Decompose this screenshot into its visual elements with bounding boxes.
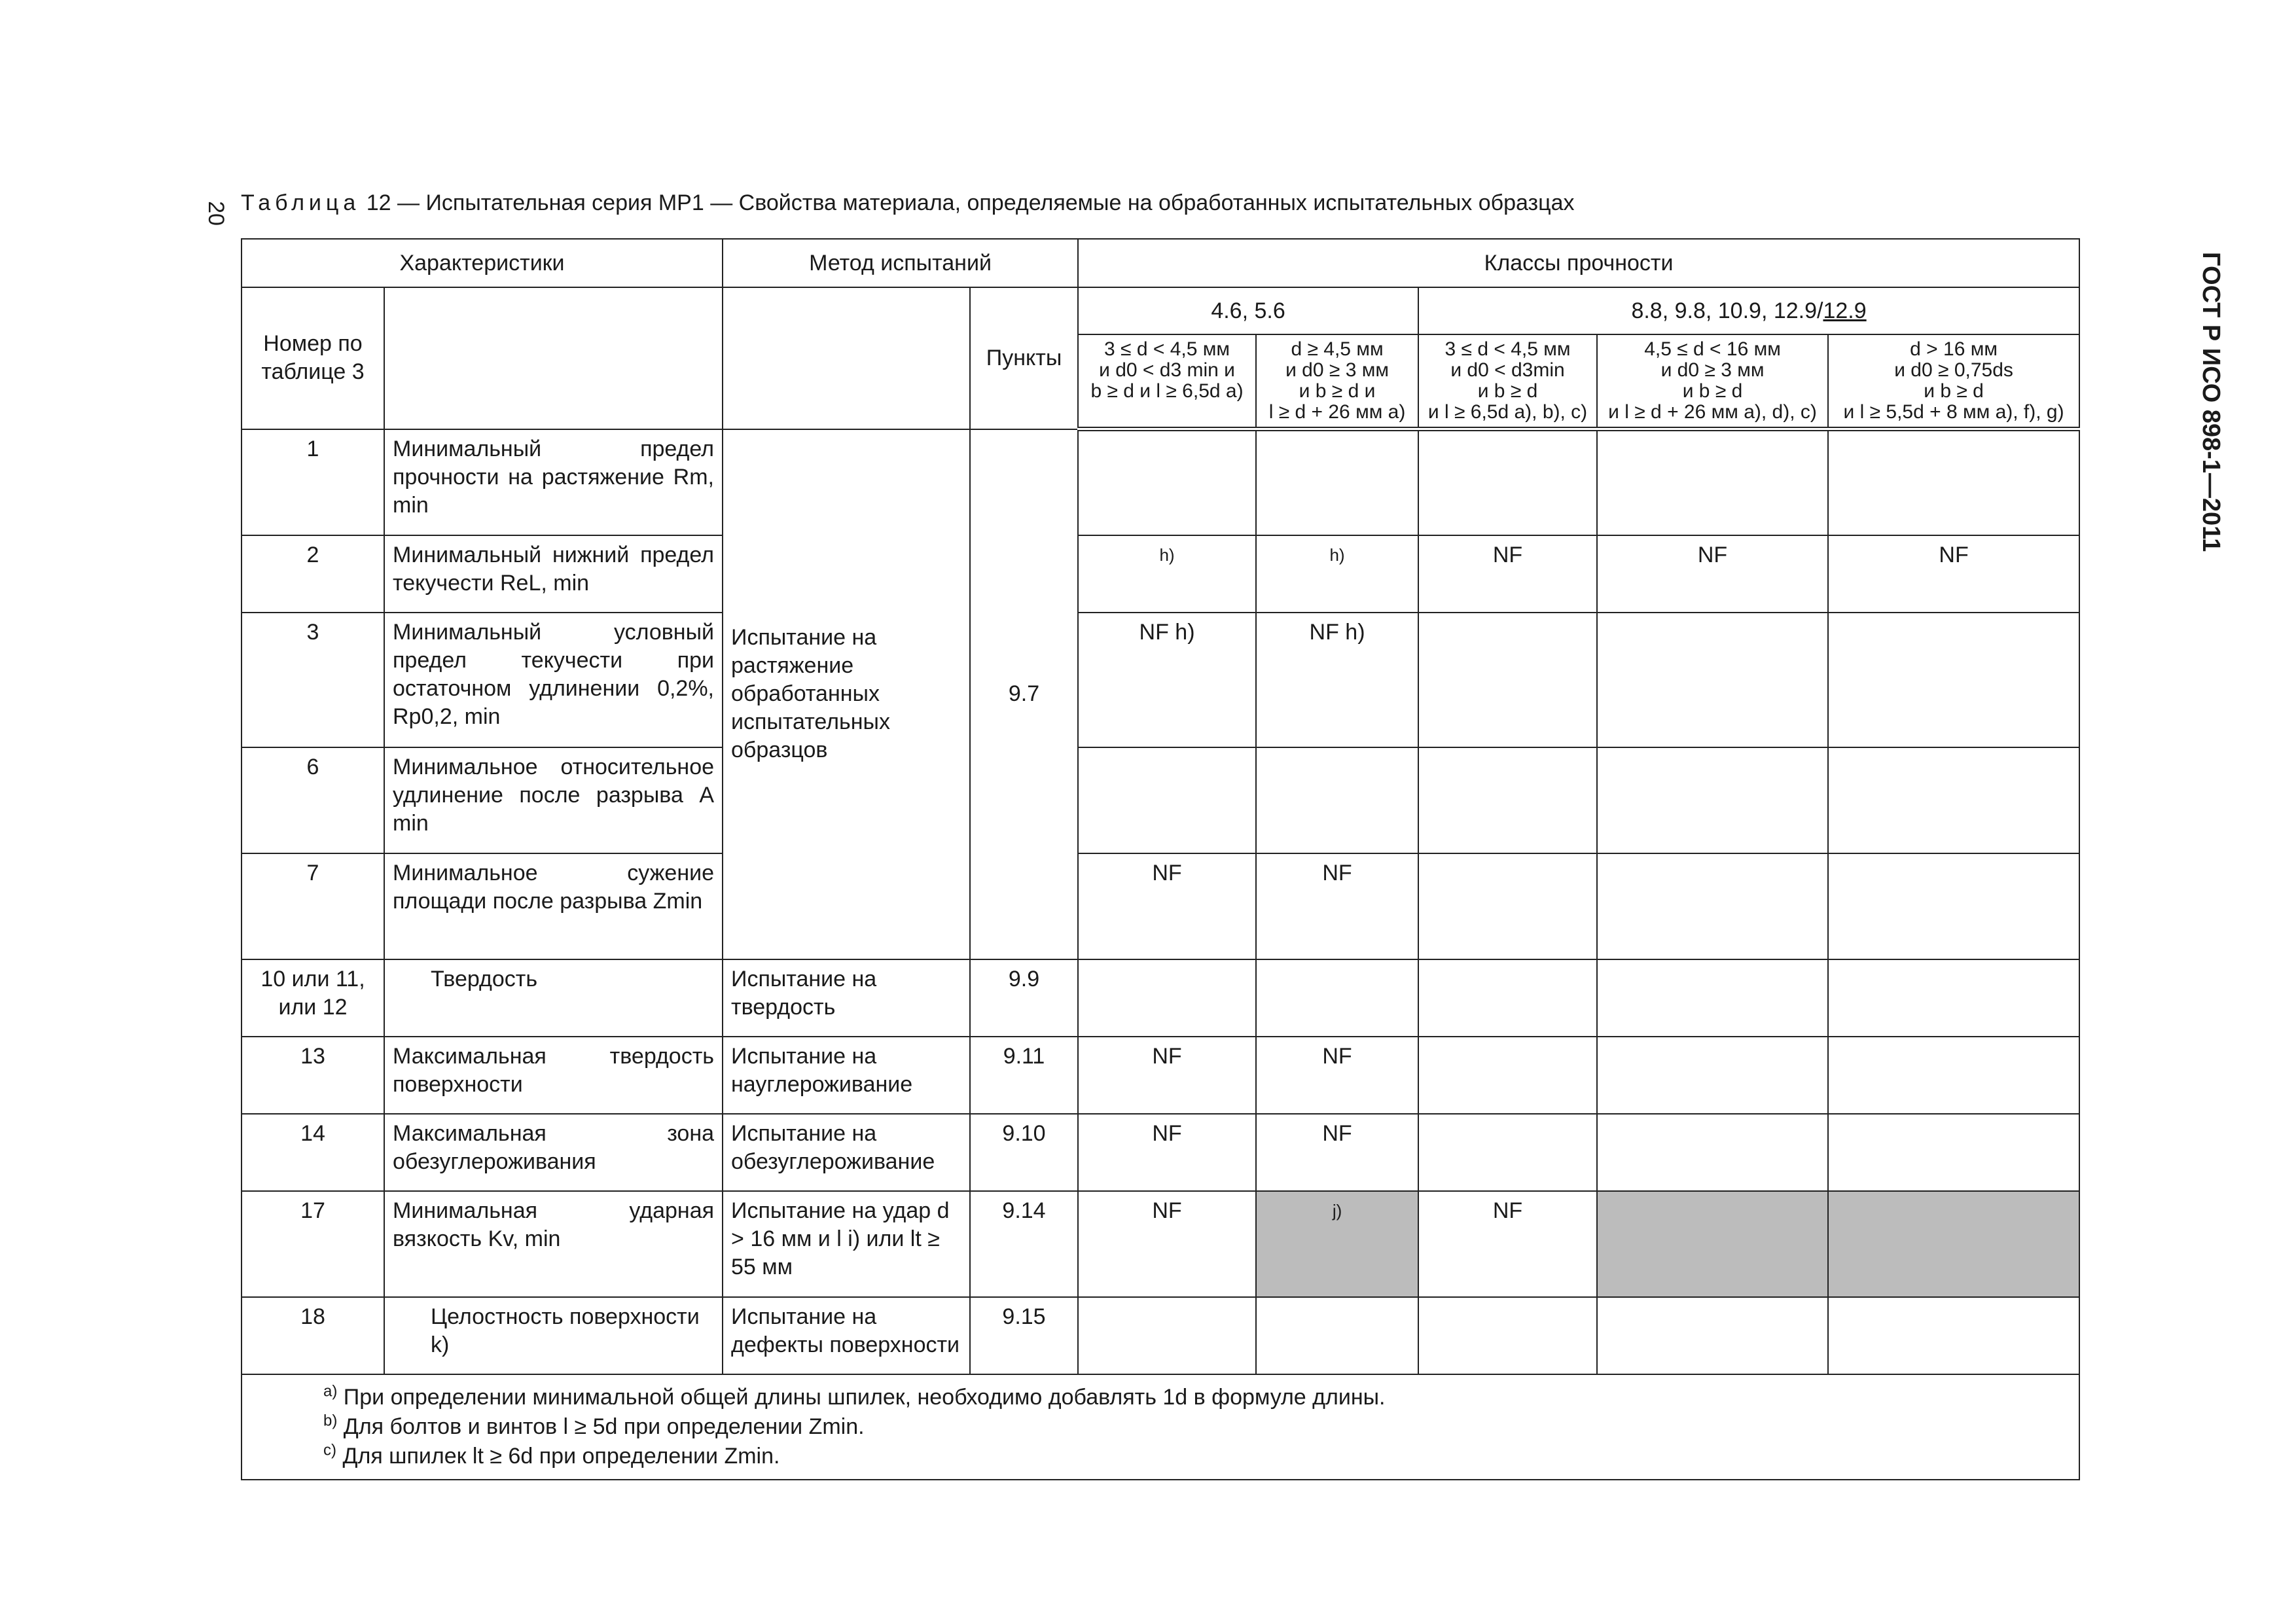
cond3-line: и l ≥ 6,5d a), b), c) — [1427, 401, 1588, 423]
row-method: Испытание на дефекты поверхности — [723, 1297, 970, 1374]
row-cell — [1828, 1114, 2079, 1191]
row-number: 10 или 11, или 12 — [242, 959, 384, 1037]
footnote-text: При определении минимальной общей длины шпилек, необходимо добавлять 1d в формуле длины. — [343, 1384, 1386, 1410]
header-blank-method — [723, 287, 970, 429]
table-row — [242, 959, 2079, 1037]
row-cell: h) — [1078, 535, 1256, 613]
header-points: Пункты — [970, 287, 1078, 429]
cond1-line: b ≥ d и l ≥ 6,5d a) — [1090, 380, 1244, 402]
row-number: 6 — [242, 747, 384, 853]
row-cell: NF — [1828, 535, 2079, 613]
header-blank-name — [384, 287, 723, 429]
row-cell — [1828, 959, 2079, 1037]
row-cell — [1828, 1037, 2079, 1114]
row-characteristic: Минимальный предел прочности на растяжение Rm, min — [384, 429, 723, 535]
row-method: Испытание на растяжение обработанных испытательных образцов — [723, 429, 970, 959]
row-cell — [1256, 1297, 1418, 1374]
row-cell — [1597, 1114, 1828, 1191]
footnote-text: Для болтов и винтов l ≥ 5d при определении Zmin. — [343, 1414, 865, 1439]
row-point: 9.7 — [970, 429, 1078, 959]
page-number: 20 — [204, 201, 228, 226]
row-cell — [1828, 747, 2079, 853]
row-characteristic: Минимальная ударная вязкость Kv, min — [384, 1191, 723, 1297]
table-row — [242, 1114, 2079, 1191]
header-row-1 — [242, 239, 2079, 287]
row-cell: NF — [1597, 535, 1828, 613]
header-number-col: Номер по таблице 3 — [242, 287, 384, 429]
row-characteristic: Целостность поверхности k) — [384, 1297, 723, 1374]
cond5-line: и l ≥ 5,5d + 8 мм a), f), g) — [1843, 401, 2064, 423]
row-cell — [1418, 1037, 1597, 1114]
row-characteristic: Минимальный нижний предел текучести ReL, min — [384, 535, 723, 613]
footnote-a — [323, 1383, 2071, 1412]
row-cell: NF h) — [1256, 613, 1418, 747]
row-cell — [1078, 1297, 1256, 1374]
row-cell — [1597, 1297, 1828, 1374]
row-cell — [1418, 613, 1597, 747]
table-row — [242, 535, 2079, 613]
row-number: 2 — [242, 535, 384, 613]
row-method: Испытание на твердость — [723, 959, 970, 1037]
row-cell: NF — [1418, 1191, 1597, 1297]
cond4-line: и l ≥ d + 26 мм a), d), c) — [1608, 401, 1817, 423]
footnotes-row — [242, 1374, 2079, 1480]
footnote-mark: b) — [323, 1412, 338, 1430]
cond5-line: d > 16 мм — [1910, 338, 1998, 360]
table-row — [242, 1191, 2079, 1297]
row-point: 9.11 — [970, 1037, 1078, 1114]
row-number: 17 — [242, 1191, 384, 1297]
row-number: 18 — [242, 1297, 384, 1374]
row-cell — [1078, 429, 1256, 535]
header-cond-5 — [1828, 334, 2079, 429]
row-characteristic: Минимальное сужение площади после разрыва Zmin — [384, 853, 723, 959]
row-cell: NF h) — [1078, 613, 1256, 747]
header-cond-1 — [1078, 334, 1256, 429]
cond5-line: и b ≥ d — [1924, 380, 1984, 402]
row-cell — [1597, 959, 1828, 1037]
header-class-group-2 — [1418, 287, 2079, 334]
row-cell: NF — [1078, 1114, 1256, 1191]
row-cell-grey: j) — [1256, 1191, 1418, 1297]
document-code: ГОСТ Р ИСО 898-1—2011 — [2197, 252, 2225, 552]
row-point: 9.10 — [970, 1114, 1078, 1191]
row-characteristic: Максимальная зона обезуглероживания — [384, 1114, 723, 1191]
cond4-line: и b ≥ d — [1682, 380, 1743, 402]
row-characteristic: Твердость — [384, 959, 723, 1037]
table-caption — [241, 188, 1575, 217]
cond3-line: 3 ≤ d < 4,5 мм — [1444, 338, 1571, 360]
group2-underlined: 12.9 — [1823, 298, 1867, 323]
row-cell: NF — [1256, 1114, 1418, 1191]
table-row — [242, 747, 2079, 853]
row-cell: NF — [1078, 853, 1256, 959]
row-cell: NF — [1256, 853, 1418, 959]
row-point: 9.9 — [970, 959, 1078, 1037]
cond1-line: 3 ≤ d < 4,5 мм — [1104, 338, 1230, 360]
cond4-line: 4,5 ≤ d < 16 мм — [1644, 338, 1781, 360]
row-point: 9.15 — [970, 1297, 1078, 1374]
cond2-line: и d0 ≥ 3 мм — [1285, 359, 1389, 381]
table-row — [242, 613, 2079, 747]
table-row — [242, 853, 2079, 959]
row-cell — [1256, 747, 1418, 853]
row-method: Испытание на обезуглероживание — [723, 1114, 970, 1191]
table-row — [242, 1037, 2079, 1114]
row-number: 14 — [242, 1114, 384, 1191]
row-cell — [1828, 613, 2079, 747]
row-cell: NF — [1256, 1037, 1418, 1114]
caption-text: 12 — Испытательная серия МР1 — Свойства материала, определяемые на обработанных испытательных образцах — [366, 190, 1575, 215]
row-cell — [1418, 429, 1597, 535]
row-cell-grey — [1597, 1191, 1828, 1297]
footnote-text: Для шпилек lt ≥ 6d при определении Zmin. — [342, 1443, 780, 1469]
row-cell-grey — [1828, 1191, 2079, 1297]
header-cond-2 — [1256, 334, 1418, 429]
row-characteristic: Минимальное относительное удлинение после разрыва A min — [384, 747, 723, 853]
row-cell — [1256, 429, 1418, 535]
row-cell — [1078, 747, 1256, 853]
footnotes — [242, 1374, 2079, 1480]
properties-table — [241, 238, 2080, 1480]
cond5-line: и d0 ≥ 0,75ds — [1894, 359, 2013, 381]
row-cell — [1418, 1114, 1597, 1191]
header-cond-4 — [1597, 334, 1828, 429]
header-strength-classes: Классы прочности — [1078, 239, 2079, 287]
caption-label: Таблица — [241, 190, 361, 215]
row-number: 1 — [242, 429, 384, 535]
header-class-group-1: 4.6, 5.6 — [1078, 287, 1418, 334]
footnote-mark: c) — [323, 1441, 336, 1459]
row-method: Испытание на науглероживание — [723, 1037, 970, 1114]
row-cell — [1418, 747, 1597, 853]
row-characteristic: Максимальная твердость поверхности — [384, 1037, 723, 1114]
header-cond-3 — [1418, 334, 1597, 429]
row-cell — [1828, 853, 2079, 959]
table-row — [242, 1297, 2079, 1374]
row-cell — [1828, 429, 2079, 535]
footnote-b — [323, 1412, 2071, 1442]
cond2-line: и b ≥ d и — [1299, 380, 1376, 402]
table-row — [242, 429, 2079, 535]
row-cell — [1418, 1297, 1597, 1374]
row-cell — [1418, 853, 1597, 959]
header-method: Метод испытаний — [723, 239, 1078, 287]
header-characteristics: Характеристики — [242, 239, 723, 287]
row-cell — [1597, 747, 1828, 853]
row-cell — [1418, 959, 1597, 1037]
row-cell: NF — [1078, 1191, 1256, 1297]
group2-prefix: 8.8, 9.8, 10.9, 12.9/ — [1631, 298, 1823, 323]
row-cell — [1597, 853, 1828, 959]
footnote-c — [323, 1442, 2071, 1471]
row-cell — [1256, 959, 1418, 1037]
cond3-line: и b ≥ d — [1477, 380, 1538, 402]
cond1-line: и d0 < d3 min и — [1099, 359, 1235, 381]
row-cell — [1078, 959, 1256, 1037]
row-cell — [1597, 613, 1828, 747]
header-row-2 — [242, 287, 2079, 334]
cond4-line: и d0 ≥ 3 мм — [1660, 359, 1765, 381]
row-cell — [1597, 429, 1828, 535]
row-number: 13 — [242, 1037, 384, 1114]
row-cell: NF — [1078, 1037, 1256, 1114]
row-characteristic: Минимальный условный предел текучести при остаточном удлинении 0,2%, Rp0,2, min — [384, 613, 723, 747]
row-number: 7 — [242, 853, 384, 959]
row-cell — [1597, 1037, 1828, 1114]
cond2-line: d ≥ 4,5 мм — [1291, 338, 1384, 360]
cond2-line: l ≥ d + 26 мм a) — [1268, 401, 1406, 423]
row-method: Испытание на удар d > 16 мм и l i) или lt ≥ 55 мм — [723, 1191, 970, 1297]
row-point: 9.14 — [970, 1191, 1078, 1297]
row-cell: NF — [1418, 535, 1597, 613]
row-cell: h) — [1256, 535, 1418, 613]
row-number: 3 — [242, 613, 384, 747]
row-cell — [1828, 1297, 2079, 1374]
cond3-line: и d0 < d3min — [1450, 359, 1565, 381]
footnote-mark: a) — [323, 1382, 338, 1400]
